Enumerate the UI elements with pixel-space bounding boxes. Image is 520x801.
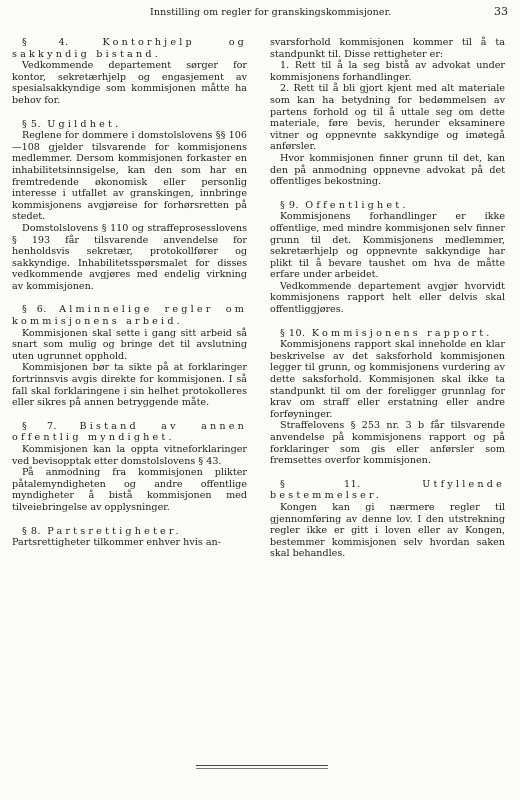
section-heading: § 6. Alminnelige regler om kommisjonens arbeid. bbox=[12, 304, 247, 328]
paragraph: Vedkommende departement avgjør hvorvidt kommisjonens rapport helt eller delvis skal offentliggjøres. bbox=[270, 280, 505, 316]
paragraph: Kommisjonens forhandlinger er ikke offentlige, med mindre kommisjonen selv finner grunn til det. Kommisjonens medlemmer, sekretærhjelp og oppnevnte sakkyndige har plikt til å bevare taushet om hva de måtte erfare under arbeidet. bbox=[270, 211, 505, 281]
section-title: Offentlighet. bbox=[305, 199, 409, 211]
section-heading: § 4. Kontorhjelp og sakkyndig bistand. bbox=[12, 37, 248, 60]
section-6 bbox=[12, 304, 247, 408]
paragraph: Kongen kan gi nærmere regler til gjennomføring av denne lov. I den utstrekning regler ikke er gitt i loven eller av Kongen, bestemmer kommisjonen selv hvordan saken skal behandles. bbox=[270, 501, 505, 560]
section-title: Alminnelige regler om kommisjonens arbeid. bbox=[12, 304, 247, 328]
section-9 bbox=[270, 200, 505, 316]
section-title: Utfyllende bestemmelser. bbox=[270, 478, 505, 502]
paragraph: Kommisjonen skal sette i gang sitt arbeid så snart som mulig og bringe det til avslutning uten ugrunnet opphold. bbox=[12, 327, 247, 362]
page-number: 33 bbox=[494, 5, 508, 18]
left-column bbox=[12, 37, 247, 549]
section-4 bbox=[12, 37, 247, 107]
section-title: Kontorhjelp og sakkyndig bistand. bbox=[12, 37, 248, 60]
list-item: 1. Rett til å la seg bistå av advokat under kommisjonens forhandlinger. bbox=[270, 60, 505, 83]
list-item: 2. Rett til å bli gjort kjent med alt materiale som kan ha betydning for bedømmelsen av partens forhold og til å uttale seg om dette materiale, føre bevis, herunder eksaminere vitner og oppnevnte sakkyndige og imøtegå anførsler. bbox=[270, 83, 505, 153]
paragraph: Vedkommende departement sørger for kontor, sekretærhjelp og engasjement av spesialsakkyndige som kommisjonen måtte ha behov for. bbox=[12, 60, 247, 106]
paragraph: Partsrettigheter tilkommer enhver hvis an- bbox=[12, 537, 221, 549]
section-5 bbox=[12, 119, 247, 293]
section-title: Ugildhet. bbox=[47, 118, 122, 130]
section-heading: § 8. Partsrettigheter. bbox=[22, 525, 182, 537]
section-10 bbox=[270, 328, 505, 467]
page-header bbox=[0, 7, 520, 21]
section-heading: § 11. Utfyllende bestemmelser. bbox=[270, 478, 505, 502]
paragraph: svarsforhold kommisjonen kommer til å ta standpunkt til. Disse rettigheter er: bbox=[270, 37, 505, 60]
section-heading: § 9. Offentlighet. bbox=[280, 199, 409, 211]
section-7 bbox=[12, 421, 247, 514]
right-column bbox=[270, 37, 505, 560]
paragraph: Domstolslovens § 110 og straffeprosesslovens § 193 får tilsvarende anvendelse for henholdsvis sekretær, protokollfører og sakkyndige. Inhabilitetsspørsmalet for disses vedkommende avgjøres med endelig virkning av kommisjonen. bbox=[12, 222, 247, 292]
end-rule bbox=[196, 765, 328, 769]
paragraph: Reglene for dommere i domstolslovens §§ 106—108 gjelder tilsvarende for kommisjonens medlemmer. Dersom kommisjonen forkaster en inhabilitetsinnsigelse, kan den som har en fremtredende økonomisk eller personlig interesse i utfallet av granskingen, innbringe kommisjonens avgjøreise for forhørsretten på stedet. bbox=[12, 130, 247, 223]
section-8 bbox=[12, 526, 247, 549]
section-11 bbox=[270, 479, 505, 560]
section-heading: § 7. Bistand av annen offentlig myndighet. bbox=[12, 420, 247, 444]
paragraph: Kommisjonens rapport skal inneholde en klar beskrivelse av det saksforhold kommisjonen legger til grunn, og kommisjonens vurdering av dette saksforhold. Kommisjonen skal ikke ta standpunkt til om der foreligger grunnlag for krav om straff eller erstatning eller andre forføyninger. bbox=[270, 339, 505, 420]
running-title: Innstilling om regler for granskingskommisjoner. bbox=[150, 7, 392, 18]
section-title: Kommisjonens rapport. bbox=[311, 327, 493, 339]
paragraph: Kommisjonen bør ta sikte på at forklaringer fortrinnsvis avgis direkte for kommisjonen. I så fall skal forklaringene i sin helhet protokolleres eller sikres på annen betryggende måte. bbox=[12, 362, 247, 409]
section-heading: § 5. Ugildhet. bbox=[22, 118, 122, 130]
section-8-continued bbox=[270, 37, 505, 188]
section-heading: § 10. Kommisjonens rapport. bbox=[280, 327, 493, 339]
paragraph: Kommisjonen kan la oppta vitneforklaringer ved bevisopptak etter domstolslovens § 43. bbox=[12, 444, 247, 467]
section-title: Bistand av annen offentlig myndighet. bbox=[12, 420, 247, 444]
paragraph: Hvor kommisjonen finner grunn til det, kan den på anmodning oppnevne advokat på det offentliges bekostning. bbox=[270, 152, 505, 188]
paragraph: Straffelovens § 253 nr. 3 b får tilsvarende anvendelse på kommisjonens rapport og på forklaringer som gis eller anførsler som fremsettes overfor kommisjonen. bbox=[270, 420, 505, 467]
paragraph: På anmodning fra kommisjonen plikter påtalemyndigheten og andre offentlige myndigheter å bistå kommisjonen med tilveiebringelse av opplysninger. bbox=[12, 467, 247, 513]
section-title: Partsrettigheter. bbox=[47, 525, 182, 537]
